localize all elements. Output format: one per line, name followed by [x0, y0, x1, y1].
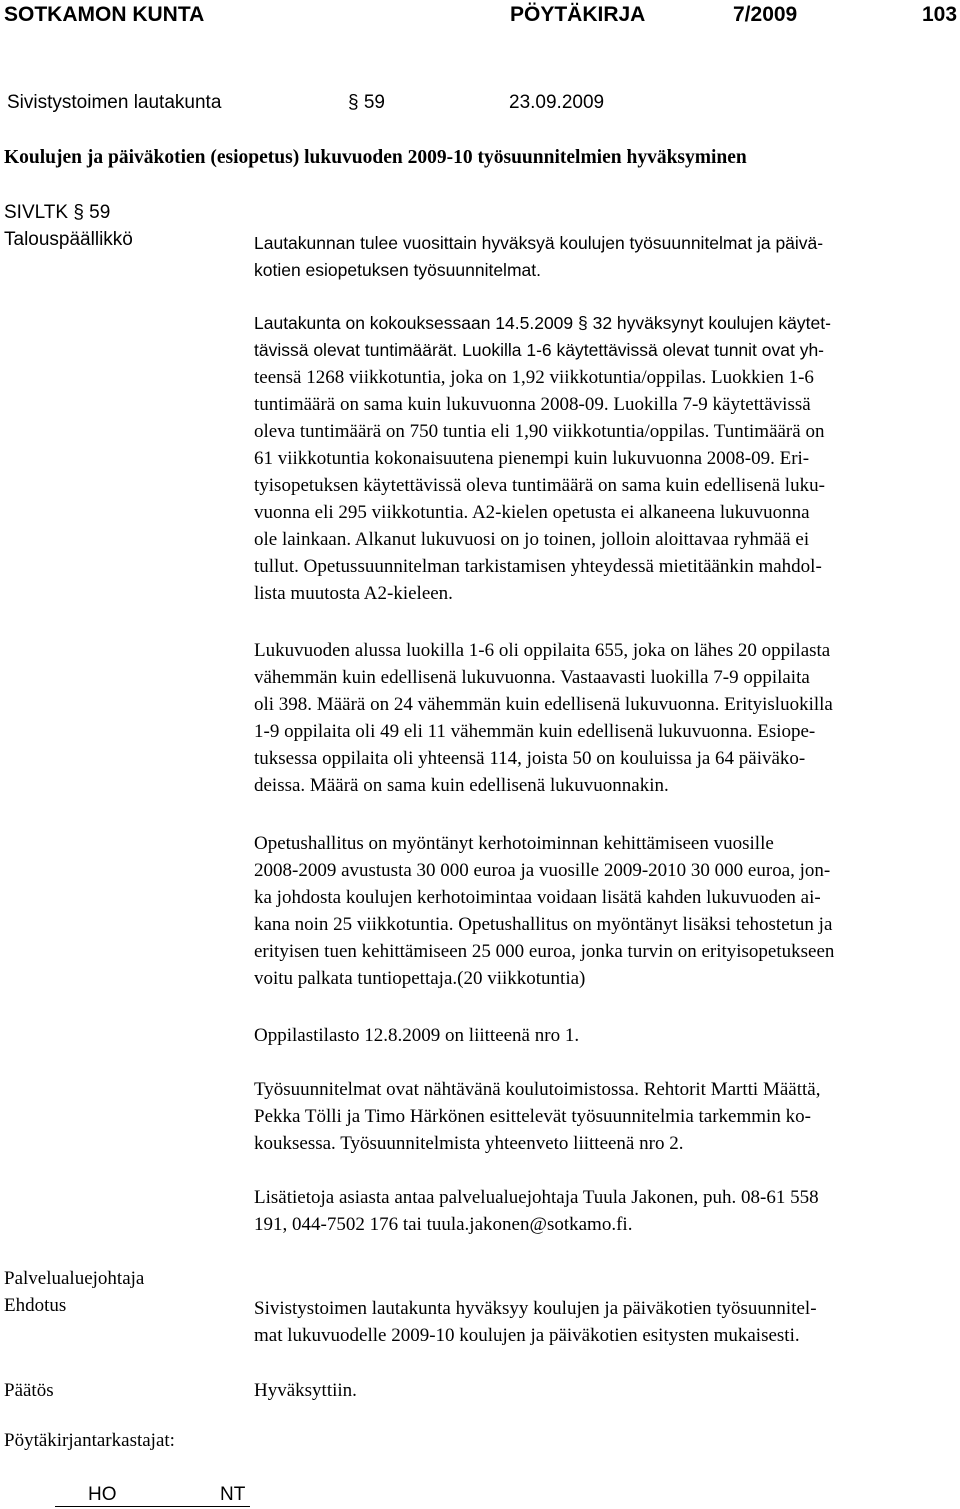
- text-line: Pekka Tölli ja Timo Härkönen esittelevät työsuunnitelmia tarkemmin ko-: [254, 1106, 811, 1127]
- page-number: 103: [922, 3, 958, 26]
- text-line: ole lainkaan. Alkanut lukuvuosi on jo toinen, jolloin aloittavaa ryhmää ei: [254, 529, 810, 550]
- meeting-number: 7/2009: [733, 3, 798, 26]
- text-line: tuksessa oppilaita oli yhteensä 114, joista 50 on kouluissa ja 64 päiväko-: [254, 748, 806, 769]
- checker-initials-2: NT: [220, 1484, 246, 1505]
- director-paragraph: [254, 1184, 960, 1238]
- text-line: voitu palkata tuntiopettaja.(20 viikkotuntia): [254, 968, 586, 989]
- decision-label: Päätös: [4, 1380, 54, 1401]
- director-paragraph: [254, 1076, 960, 1157]
- text-line: tuntimäärä on sama kuin lukuvuonna 2008-09. Luokilla 7-9 käytettävissä: [254, 394, 811, 415]
- prep-paragraph: [254, 310, 960, 607]
- director-role: Palvelualuejohtaja: [4, 1268, 145, 1289]
- preparer-role: Talouspäällikkö: [4, 229, 133, 250]
- text-line: teensä 1268 viikkotuntia, joka on 1,92 viikkotuntia/oppilas. Luokkien 1-6: [254, 367, 814, 388]
- text-line: Opetushallitus on myöntänyt kerhotoiminnan kehittämiseen vuosille: [254, 833, 774, 854]
- text-line: Lautakunnan tulee vuosittain hyväksyä koulujen työsuunnitelmat ja päivä-: [254, 233, 824, 253]
- prep-intro: [254, 230, 960, 284]
- text-line: vähemmän kuin edellisenä lukuvuonna. Vastaavasti luokilla 7-9 oppilaita: [254, 667, 810, 688]
- text-line: vuonna eli 295 viikkotuntia. A2-kielen opetusta ei alkaneena lukuvuonna: [254, 502, 810, 523]
- text-line: kana noin 25 viikkotuntia. Opetushallitus on myöntänyt lisäksi tehostetun ja: [254, 914, 833, 935]
- document-type: PÖYTÄKIRJA: [510, 3, 646, 26]
- text-line: Lisätietoja asiasta antaa palvelualuejohtaja Tuula Jakonen, puh. 08-61 558: [254, 1187, 819, 1208]
- proposal-text: [254, 1295, 960, 1349]
- director-paragraph: [254, 637, 960, 799]
- text-line: 191, 044-7502 176 tai tuula.jakonen@sotkamo.fi.: [254, 1214, 633, 1235]
- signature-line: [140, 1506, 250, 1507]
- section-number: § 59: [348, 92, 385, 113]
- org-name: SOTKAMON KUNTA: [4, 3, 205, 26]
- text-line: Työsuunnitelmat ovat nähtävänä koulutoimistossa. Rehtorit Martti Määttä,: [254, 1079, 821, 1100]
- text-line: deissa. Määrä on sama kuin edellisenä lukuvuonnakin.: [254, 775, 669, 796]
- text-line: kotien esiopetuksen työsuunnitelmat.: [254, 260, 541, 280]
- text-line: ka johdosta koulujen kerhotoimintaa voidaan lisätä kahden lukuvuoden ai-: [254, 887, 821, 908]
- text-line: tävissä olevat tuntimäärät. Luokilla 1-6 käytettävissä olevat tunnit ovat yh-: [254, 340, 825, 360]
- text-line: Lautakunta on kokouksessaan 14.5.2009 § 32 hyväksynyt koulujen käytet-: [254, 313, 831, 333]
- checker-initials-1: HO: [88, 1484, 117, 1505]
- text-line: oleva tuntimäärä on 750 tuntia eli 1,90 viikkotuntia/oppilas. Tuntimäärä on: [254, 421, 825, 442]
- text-line: Lukuvuoden alussa luokilla 1-6 oli oppilaita 655, joka on lähes 20 oppilasta: [254, 640, 831, 661]
- text-line: 1-9 oppilaita oli 49 eli 11 vähemmän kuin edellisenä lukuvuonna. Esiope-: [254, 721, 816, 742]
- text-line: Oppilastilasto 12.8.2009 on liitteenä nro 1.: [254, 1025, 580, 1046]
- text-line: mat lukuvuodelle 2009-10 koulujen ja päiväkotien esitysten mukaisesti.: [254, 1325, 800, 1346]
- text-line: 61 viikkotuntia kokonaisuutena pienempi kuin lukuvuonna 2008-09. Eri-: [254, 448, 810, 469]
- text-line: oli 398. Määrä on 24 vähemmän kuin edellisenä lukuvuonna. Erityisluokilla: [254, 694, 833, 715]
- board-name: Sivistystoimen lautakunta: [7, 92, 222, 113]
- text-line: tyisopetuksen käytettävissä oleva tuntimäärä on sama kuin edellisenä luku-: [254, 475, 825, 496]
- minutes-checkers-label: Pöytäkirjantarkastajat:: [4, 1430, 175, 1451]
- text-line: kouksessa. Työsuunnitelmista yhteenveto liitteenä nro 2.: [254, 1133, 684, 1154]
- proposal-label: Ehdotus: [4, 1295, 67, 1316]
- decision-text: Hyväksyttiin.: [254, 1380, 357, 1401]
- text-line: erityisen tuen kehittämiseen 25 000 euroa, jonka turvin on erityisopetukseen: [254, 941, 835, 962]
- director-paragraph: [254, 830, 960, 992]
- text-line: tullut. Opetussuunnitelman tarkistamisen yhteydessä mietitäänkin mahdol-: [254, 556, 822, 577]
- page-title: Koulujen ja päiväkotien (esiopetus) lukuvuoden 2009-10 työsuunnitelmien hyväksyminen: [4, 147, 747, 168]
- meeting-date: 23.09.2009: [509, 92, 605, 113]
- text-line: Sivistystoimen lautakunta hyväksyy koulujen ja päiväkotien työsuunnitel-: [254, 1298, 817, 1319]
- section-code: SIVLTK § 59: [4, 202, 111, 223]
- text-line: 2008-2009 avustusta 30 000 euroa ja vuosille 2009-2010 30 000 euroa, jon-: [254, 860, 831, 881]
- text-line: lista muutosta A2-kieleen.: [254, 583, 453, 604]
- director-paragraph: [254, 1022, 960, 1049]
